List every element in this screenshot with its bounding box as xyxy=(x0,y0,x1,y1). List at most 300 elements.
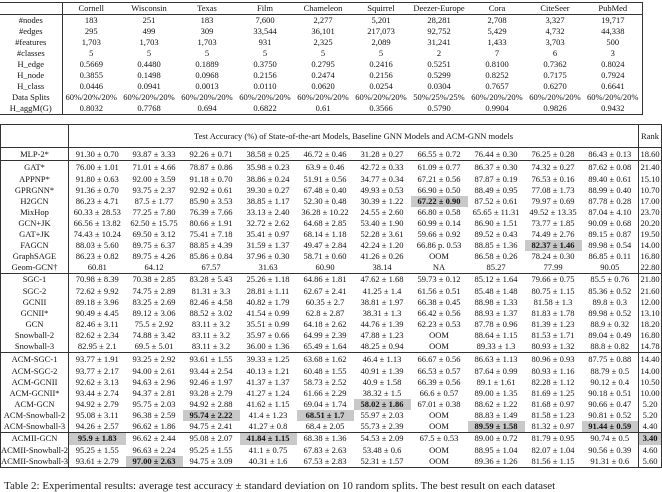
accuracy-cell: 87.87 ± 0.19 xyxy=(474,173,518,184)
accuracy-cell: 41.1 ± 0.75 xyxy=(248,445,288,455)
accuracy-cell: 83.11 ± 3.2 xyxy=(191,319,231,329)
accuracy-cell: 81.58 ± 1.3 xyxy=(533,297,573,307)
dataset-name: Film xyxy=(236,3,294,15)
stat-value: 183 xyxy=(84,15,98,25)
accuracy-cell: 86.85 ± 0.11 xyxy=(588,250,632,261)
accuracy-cell: 39.30 ± 0.27 xyxy=(246,184,290,195)
accuracy-cell: 38.81 ± 1.97 xyxy=(360,297,404,307)
accuracy-cell: 41.26 ± 0.26 xyxy=(360,250,404,261)
accuracy-cell: 83.25 ± 2.69 xyxy=(132,297,176,307)
accuracy-cell: 49.52 ± 13.35 xyxy=(529,206,577,217)
accuracy-cell: 76.25 ± 0.28 xyxy=(525,148,582,161)
accuracy-cell: 66.90 ± 0.50 xyxy=(417,184,461,195)
accuracy-cell: 69.50 ± 3.12 xyxy=(132,228,176,239)
model-name: GraphSAGE xyxy=(1,251,69,262)
accuracy-cell: 91.31 ± 0.6 xyxy=(582,456,639,468)
accuracy-cell: 62.50 ± 15.75 xyxy=(130,217,178,228)
accuracy-cell: 78.87 ± 0.86 xyxy=(183,161,240,174)
accuracy-cell: 33.13 ± 2.40 xyxy=(246,206,290,217)
stat-value: 0.9904 xyxy=(468,103,526,115)
accuracy-cell: 67.53 ± 2.83 xyxy=(297,456,354,468)
stat-value: 0.0941 xyxy=(137,81,161,91)
rank-value: 12.00 xyxy=(640,297,660,307)
accuracy-cell: 83.11 ± 3.2 xyxy=(191,341,231,351)
stat-value: 0.6641 xyxy=(584,81,642,92)
accuracy-cell: 81.32 ± 0.97 xyxy=(531,420,575,431)
accuracy-cell: 63.68 ± 1.62 xyxy=(297,353,354,366)
accuracy-cell: 89.36 ± 1.26 xyxy=(468,456,525,468)
accuracy-cell: 66.56 ± 13.82 xyxy=(73,217,121,228)
accuracy-cell: 28.81 ± 1.11 xyxy=(246,286,290,296)
model-row xyxy=(1,251,662,262)
stat-value: 0.694 xyxy=(178,103,236,115)
stat-label: #nodes xyxy=(0,15,62,27)
accuracy-cell: 80.93 ± 1.32 xyxy=(531,341,575,351)
model-name: Snowball-2 xyxy=(1,330,69,341)
accuracy-cell: OOM xyxy=(429,341,449,351)
accuracy-cell: 89.52 ± 0.43 xyxy=(474,228,518,239)
accuracy-cell: 88.9 ± 0.32 xyxy=(590,319,630,329)
accuracy-cell: 41.27 ± 1.24 xyxy=(246,387,290,398)
accuracy-cell: 87.04 ± 4.10 xyxy=(588,206,632,217)
accuracy-cell: 82.37 ± 1.46 xyxy=(525,240,582,251)
accuracy-cell: 35.97 ± 0.66 xyxy=(246,330,290,340)
model-row xyxy=(1,262,662,274)
stat-value: 5,429 xyxy=(487,26,507,36)
accuracy-cell: 77.08 ± 1.73 xyxy=(531,184,575,195)
accuracy-cell: 52.30 ± 0.48 xyxy=(303,195,347,206)
accuracy-cell: 37.96 ± 0.30 xyxy=(246,250,290,261)
model-name: ACMII-GCN xyxy=(1,432,69,445)
accuracy-cell: 88.98 ± 1.33 xyxy=(474,297,518,307)
model-row xyxy=(1,388,662,399)
stat-value: 5 xyxy=(146,48,152,58)
accuracy-cell: 89.00 ± 1.35 xyxy=(474,387,518,398)
accuracy-cell: 72.62 ± 9.92 xyxy=(75,286,119,296)
stat-value: 60%/20%/20% xyxy=(529,92,581,102)
model-row xyxy=(1,353,662,366)
model-row xyxy=(1,421,662,433)
accuracy-cell: 58.02 ± 1.86 xyxy=(354,399,411,410)
accuracy-cell: 85.48 ± 1.48 xyxy=(474,286,518,296)
model-name: MixHop xyxy=(1,207,69,218)
accuracy-cell: 58.71 ± 0.60 xyxy=(303,250,347,261)
accuracy-cell: 82.46 ± 4.58 xyxy=(189,297,233,307)
accuracy-cell: 79.66 ± 0.75 xyxy=(525,273,582,286)
stat-value: 0.7657 xyxy=(485,81,509,91)
model-name: ACM-SGC-2 xyxy=(1,366,69,377)
stat-value: 0.8032 xyxy=(62,103,120,115)
accuracy-cell: 63.9 ± 0.46 xyxy=(297,161,354,174)
stat-row xyxy=(0,15,642,27)
dataset-header-row xyxy=(0,3,642,15)
model-row xyxy=(1,377,662,388)
stat-value: 0.2474 xyxy=(311,70,335,80)
accuracy-cell: 94.92 ± 2.88 xyxy=(189,398,233,409)
model-name: ACMII-Snowball-2 xyxy=(1,445,69,455)
accuracy-cell: 61.09 ± 0.77 xyxy=(411,161,468,174)
accuracy-cell: 66.80 ± 0.58 xyxy=(417,206,461,217)
accuracy-cell: 95.08 ± 3.11 xyxy=(75,409,119,420)
stat-value: 3 xyxy=(584,48,642,59)
accuracy-cell: 88.62 ± 1.22 xyxy=(474,398,518,409)
accuracy-cell: 74.49 ± 2.76 xyxy=(531,228,575,239)
model-name: APPNP* xyxy=(1,174,69,185)
stat-label: #classes xyxy=(0,48,62,59)
accuracy-cell: 91.80 ± 0.63 xyxy=(75,173,119,184)
accuracy-cell: 90.74 ± 0.5 xyxy=(582,432,639,445)
accuracy-cell: 40.31 ± 1.6 xyxy=(240,456,297,468)
accuracy-cell: 31.59 ± 1.37 xyxy=(246,239,290,250)
stat-value: 309 xyxy=(200,26,214,36)
accuracy-cell: 59.73 ± 0.12 xyxy=(411,273,468,286)
accuracy-cell: 83.28 ± 5.43 xyxy=(183,273,240,286)
accuracy-cell: 52.28 ± 3.61 xyxy=(360,228,404,239)
stat-value: 931 xyxy=(258,37,272,47)
stat-value: 0.3566 xyxy=(352,103,410,115)
accuracy-cell: 93.87 ± 3.33 xyxy=(126,148,183,161)
accuracy-cell: 92.92 ± 0.61 xyxy=(189,184,233,195)
model-row xyxy=(1,161,662,174)
stat-value: 0.3750 xyxy=(253,59,277,69)
stat-value: 499 xyxy=(142,26,156,36)
stat-value: 217,073 xyxy=(367,26,395,36)
accuracy-cell: 92.26 ± 0.71 xyxy=(183,148,240,161)
stat-label: #features xyxy=(0,37,62,48)
accuracy-cell: 86.90 ± 1.51 xyxy=(474,217,518,228)
accuracy-cell: 67.83 ± 2.63 xyxy=(303,445,347,455)
rank-value: 14.78 xyxy=(640,341,660,351)
rank-value: 19.50 xyxy=(640,228,660,239)
accuracy-cell: OOM xyxy=(429,250,449,261)
accuracy-cell: 91.36 ± 0.70 xyxy=(75,184,119,195)
accuracy-cell: 93.44 ± 2.54 xyxy=(189,365,233,376)
accuracy-cell: 53.40 ± 1.90 xyxy=(360,217,404,228)
model-name: ACM-Snowball-2 xyxy=(1,410,69,421)
accuracy-cell: 67.48 ± 0.40 xyxy=(303,184,347,195)
stat-value: 0.0254 xyxy=(369,81,393,91)
stat-value: 0.5251 xyxy=(427,59,451,69)
model-name: Snowball-3 xyxy=(1,341,69,353)
table-caption: Table 2: Experimental results: average test accuracy ± standard deviation on 10 random splits. The best result on each dataset xyxy=(4,480,556,492)
stat-row xyxy=(0,48,642,59)
stat-value: 500 xyxy=(584,37,642,48)
accuracy-cell: 64.68 ± 2.85 xyxy=(303,217,347,228)
accuracy-cell: 67.57 xyxy=(201,261,221,272)
stat-value: 3,703 xyxy=(545,37,565,47)
accuracy-cell: 36.28 ± 10.22 xyxy=(301,206,349,217)
stat-value: 0.5790 xyxy=(410,103,468,115)
corner-cell xyxy=(1,125,69,148)
accuracy-cell: 88.93 ± 1.37 xyxy=(474,308,518,318)
accuracy-cell: 95.25 ± 1.55 xyxy=(189,445,233,455)
stat-row xyxy=(0,59,642,70)
results-header-row xyxy=(1,125,662,148)
model-name: ACM-GCNII* xyxy=(1,388,69,399)
accuracy-cell: 89.98 ± 0.54 xyxy=(588,239,632,250)
accuracy-cell: 90.09 ± 0.68 xyxy=(588,217,632,228)
dataset-name: CiteSeer xyxy=(526,3,584,15)
stat-value: 44,338 xyxy=(584,26,642,37)
model-row xyxy=(1,399,662,410)
accuracy-cell: 67.5 ± 0.53 xyxy=(411,432,468,445)
accuracy-cell: 89.8 ± 0.3 xyxy=(592,297,627,307)
model-name: ACM-Snowball-3 xyxy=(1,421,69,433)
accuracy-cell: OOM xyxy=(429,330,449,340)
accuracy-cell: 89.04 ± 0.49 xyxy=(588,330,632,340)
accuracy-cell: 87.52 ± 0.61 xyxy=(474,195,518,206)
model-name: Geom-GCN† xyxy=(1,262,69,274)
accuracy-cell: 95.25 ± 1.55 xyxy=(75,445,119,455)
accuracy-cell: 88.03 ± 5.60 xyxy=(75,239,119,250)
accuracy-cell: 42.72 ± 0.33 xyxy=(354,161,411,174)
stat-value: 5 xyxy=(89,48,94,58)
dataset-name: Wisconsin xyxy=(120,3,178,15)
stat-value: 0.3855 xyxy=(79,70,103,80)
stat-value: 0.9826 xyxy=(526,103,584,115)
stat-value: 0.2156 xyxy=(369,70,393,80)
rank-value: 18.60 xyxy=(640,148,660,159)
accuracy-cell: 47.88 ± 1.23 xyxy=(360,330,404,340)
accuracy-cell: 94.37 ± 2.81 xyxy=(132,387,176,398)
accuracy-cell: 76.00 ± 1.01 xyxy=(69,161,126,174)
accuracy-cell: 79.97 ± 0.69 xyxy=(531,195,575,206)
accuracy-cell: 91.44 ± 0.59 xyxy=(582,421,639,433)
accuracy-cell: 41.25 ± 1.4 xyxy=(362,286,402,296)
accuracy-cell: 88.95 ± 1.04 xyxy=(474,445,518,455)
accuracy-cell: 95.74 ± 2.22 xyxy=(183,410,240,421)
results-title: Test Accuracy (%) of State-of-the-art Models, Baseline GNN Models and ACM-GNN models xyxy=(69,125,639,148)
accuracy-cell: 34.77 ± 0.34 xyxy=(360,173,404,184)
accuracy-cell: 88.52 ± 3.02 xyxy=(189,308,233,318)
stat-value: 0.0304 xyxy=(427,81,451,91)
accuracy-cell: 85.27 xyxy=(486,261,506,272)
stat-value: 28,281 xyxy=(427,15,451,25)
stat-label: H_aggM(G) xyxy=(0,103,62,115)
accuracy-cell: 81.53 ± 1.71 xyxy=(531,330,575,340)
rank-value: 4.60 xyxy=(639,445,662,456)
rank-value: 15.10 xyxy=(640,173,660,184)
accuracy-cell: 30.39 ± 1.22 xyxy=(360,195,404,206)
stat-label: #edges xyxy=(0,26,62,37)
accuracy-cell: 67.22 ± 0.90 xyxy=(411,196,468,207)
accuracy-cell: 88.85 ± 1.36 xyxy=(474,239,518,250)
accuracy-cell: 41.4 ± 1.23 xyxy=(248,409,288,420)
accuracy-cell: 88.85 ± 4.39 xyxy=(189,239,233,250)
accuracy-cell: 68.38 ± 1.36 xyxy=(297,432,354,445)
stat-value: 5 xyxy=(320,48,326,58)
accuracy-cell: 74.75 ± 2.89 xyxy=(132,286,176,296)
accuracy-cell: 40.9 ± 1.58 xyxy=(362,376,402,387)
dataset-name: Texas xyxy=(178,3,236,15)
stat-label: H_edge xyxy=(0,59,62,70)
accuracy-cell: 95.75 ± 2.03 xyxy=(132,398,176,409)
stat-value: 60%/20%/20% xyxy=(297,92,349,102)
model-name: GAT+JK xyxy=(1,229,69,240)
accuracy-cell: 74.32 ± 0.27 xyxy=(525,161,582,174)
rank-value: 10.50 xyxy=(640,376,660,387)
accuracy-cell: 38.58 ± 0.25 xyxy=(240,148,297,161)
accuracy-cell: 87.78 ± 0.28 xyxy=(588,195,632,206)
accuracy-cell: 68.4 ± 2.05 xyxy=(305,420,345,431)
accuracy-cell: 76.44 ± 0.30 xyxy=(468,148,525,161)
accuracy-cell: 60.99 ± 0.14 xyxy=(417,217,461,228)
stat-value: 60%/20%/20% xyxy=(355,92,407,102)
stat-row xyxy=(0,81,642,92)
accuracy-cell: 75.41 ± 7.18 xyxy=(189,228,233,239)
accuracy-cell: 82.28 ± 1.12 xyxy=(531,376,575,387)
accuracy-cell: 88.83 ± 1.49 xyxy=(474,409,518,420)
stat-value: 0.0110 xyxy=(253,81,277,91)
accuracy-cell: 66.38 ± 0.45 xyxy=(417,297,461,307)
stat-value: 5,201 xyxy=(371,15,391,25)
stat-value: 0.5669 xyxy=(79,59,103,69)
accuracy-cell: 94.75 ± 3.09 xyxy=(183,456,240,468)
rank-value: 14.00 xyxy=(640,365,660,376)
dataset-name: Deezer-Europe xyxy=(410,3,468,15)
stat-value: 0.2795 xyxy=(311,59,335,69)
dataset-name: Chameleon xyxy=(294,3,352,15)
accuracy-cell: 66.39 ± 0.56 xyxy=(417,376,461,387)
rank-value: 20.20 xyxy=(640,217,660,228)
accuracy-cell: 81.39 ± 1.23 xyxy=(531,319,575,329)
accuracy-cell: 59.66 ± 0.92 xyxy=(417,228,461,239)
accuracy-cell: 39.33 ± 1.25 xyxy=(240,353,297,366)
accuracy-cell: 66.42 ± 0.56 xyxy=(417,308,461,318)
rank-value: 3.40 xyxy=(639,432,662,445)
accuracy-cell: 93.61 ± 1.55 xyxy=(183,353,240,366)
accuracy-cell: 32.72 ± 2.62 xyxy=(246,217,290,228)
stat-value: 2,277 xyxy=(313,15,333,25)
accuracy-cell: 69.5 ± 5.01 xyxy=(134,341,174,351)
accuracy-cell: 87.75 ± 0.88 xyxy=(582,353,639,366)
rank-value: 21.60 xyxy=(640,286,660,296)
rank-value: 5.20 xyxy=(639,399,662,410)
accuracy-cell: 90.18 ± 0.51 xyxy=(588,387,632,398)
stat-row xyxy=(0,26,642,37)
stat-value: 1,703 xyxy=(81,37,101,47)
accuracy-cell: 93.75 ± 2.37 xyxy=(132,184,176,195)
accuracy-cell: 85.5 ± 0.76 xyxy=(582,273,639,286)
accuracy-cell: 89.1 ± 1.61 xyxy=(476,376,516,387)
accuracy-cell: 66.55 ± 0.72 xyxy=(411,148,468,161)
stat-value: 0.2416 xyxy=(369,59,393,69)
accuracy-cell: 86.63 ± 1.13 xyxy=(468,353,525,366)
accuracy-cell: 82.62 ± 2.34 xyxy=(75,330,119,340)
dataset-name: Cornell xyxy=(62,3,120,15)
accuracy-cell: 70.98 ± 8.39 xyxy=(69,273,126,286)
model-name: ACMII-Snowball-3 xyxy=(1,456,69,466)
accuracy-cell: 90.12 ± 0.4 xyxy=(590,376,630,387)
accuracy-cell: 41.62 ± 1.15 xyxy=(246,398,290,409)
accuracy-cell: 82.95 ± 2.1 xyxy=(77,341,117,351)
accuracy-cell: 96.62 ± 1.86 xyxy=(132,420,176,431)
accuracy-cell: 61.56 ± 0.51 xyxy=(417,286,461,296)
stat-value: 0.7924 xyxy=(584,70,642,81)
accuracy-cell: 64.99 ± 2.39 xyxy=(303,330,347,340)
stat-label: Data Splits xyxy=(0,92,62,103)
stat-value: 2,325 xyxy=(313,37,333,47)
accuracy-cell: 85.12 ± 1.64 xyxy=(468,273,525,286)
accuracy-cell: 81.83 ± 1.78 xyxy=(531,308,575,318)
accuracy-cell: 53.48 ± 0.6 xyxy=(362,445,402,455)
model-name: ACM-GCN xyxy=(1,399,69,410)
model-row xyxy=(1,148,662,161)
accuracy-cell: 89.12 ± 3.06 xyxy=(132,308,176,318)
rank-value: 16.80 xyxy=(640,330,660,340)
accuracy-cell: 80.66 ± 1.91 xyxy=(189,217,233,228)
stat-value: 50%/25%/25% xyxy=(413,92,465,102)
model-row xyxy=(1,366,662,377)
stat-value: 0.7768 xyxy=(120,103,178,115)
rank-value: 10.70 xyxy=(640,184,660,195)
accuracy-cell: 70.38 ± 2.85 xyxy=(126,273,183,286)
model-row xyxy=(1,174,662,185)
model-row xyxy=(1,229,662,240)
stat-value: 31,241 xyxy=(427,37,451,47)
accuracy-cell: 86.23 ± 4.71 xyxy=(75,195,119,206)
stat-row xyxy=(0,92,642,103)
model-row xyxy=(1,218,662,229)
model-row xyxy=(1,432,662,445)
model-row xyxy=(1,273,662,286)
accuracy-cell: 89.00 ± 0.72 xyxy=(468,432,525,445)
accuracy-cell: 38.31 ± 1.3 xyxy=(362,308,402,318)
stat-value: 5 xyxy=(262,48,268,58)
model-name: H2GCN xyxy=(1,196,69,207)
accuracy-cell: OOM xyxy=(429,420,449,431)
accuracy-cell: 44.76 ± 1.39 xyxy=(360,319,404,329)
stat-value: 33,544 xyxy=(253,26,277,36)
accuracy-cell: 80.93 ± 1.16 xyxy=(531,365,575,376)
accuracy-cell: 89.59 ± 1.58 xyxy=(468,421,525,433)
accuracy-cell: 91.18 ± 0.70 xyxy=(189,173,233,184)
accuracy-cell: 76.53 ± 0.16 xyxy=(531,173,575,184)
accuracy-cell: 80.96 ± 0.93 xyxy=(525,353,582,366)
accuracy-cell: 90.81 ± 0.52 xyxy=(588,409,632,420)
accuracy-cell: 81.56 ± 1.15 xyxy=(525,456,582,468)
accuracy-cell: 60.48 ± 1.55 xyxy=(303,365,347,376)
accuracy-cell: 93.44 ± 2.74 xyxy=(75,387,119,398)
corner-cell xyxy=(0,3,62,15)
accuracy-cell: 38.14 xyxy=(372,261,392,272)
accuracy-cell: 62.8 ± 2.87 xyxy=(305,308,345,318)
accuracy-cell: 90.56 ± 0.39 xyxy=(588,445,632,455)
accuracy-cell: 81.79 ± 0.95 xyxy=(525,432,582,445)
accuracy-cell: 86.23 ± 0.82 xyxy=(75,250,119,261)
accuracy-cell: 88.99 ± 0.40 xyxy=(588,184,632,195)
accuracy-cell: 73.77 ± 1.85 xyxy=(531,217,575,228)
accuracy-cell: 94.63 ± 2.96 xyxy=(132,376,176,387)
accuracy-cell: 74.43 ± 10.24 xyxy=(73,228,121,239)
accuracy-cell: 88.49 ± 0.95 xyxy=(474,184,518,195)
accuracy-cell: 92.62 ± 3.13 xyxy=(75,376,119,387)
accuracy-cell: 82.46 ± 3.11 xyxy=(75,319,119,329)
stat-value: 5 xyxy=(204,48,210,58)
accuracy-cell: 85.36 ± 0.52 xyxy=(588,286,632,296)
accuracy-cell: 90.49 ± 4.45 xyxy=(75,308,119,318)
accuracy-cell: 89.98 ± 0.52 xyxy=(588,308,632,318)
accuracy-cell: 64.86 ± 1.81 xyxy=(297,273,354,286)
stat-label: H_class xyxy=(0,81,62,92)
accuracy-cell: 83.11 ± 3.2 xyxy=(191,330,231,340)
stat-value: 1,703 xyxy=(139,37,159,47)
accuracy-cell: 89.15 ± 0.87 xyxy=(588,228,632,239)
accuracy-cell: 87.64 ± 0.99 xyxy=(474,365,518,376)
accuracy-cell: 81.69 ± 1.25 xyxy=(531,387,575,398)
accuracy-cell: 95.08 ± 2.07 xyxy=(183,432,240,445)
accuracy-cell: 41.84 ± 1.15 xyxy=(240,432,297,445)
